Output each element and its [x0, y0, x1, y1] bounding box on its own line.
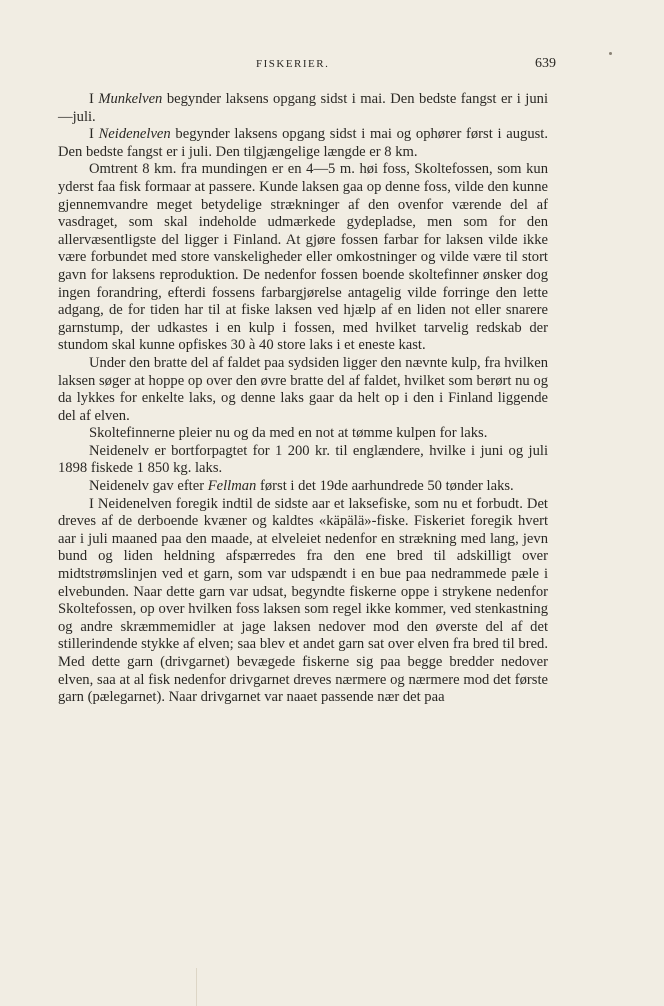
paragraph-munkelven: I Munkelven begynder laksens opgang sidst i mai. Den bedste fangst er i juni—juli.	[58, 91, 548, 125]
paragraph-kulp: Under den bratte del af faldet paa sydsiden ligger den nævnte kulp, fra hvilken laksen søger at hoppe op over den øvre bratte del af faldet, hvilket som berørt nu og da lykkes for enkelte laks, og denne laks gaar da helt op i den i Finland liggende del af elven.	[58, 354, 548, 424]
author-name-fellman: Fellman	[207, 478, 257, 495]
page-edge-mark	[196, 968, 207, 1006]
paragraph-fellman: Neidenelv gav efter Fellman først i det 19de aarhundrede 50 tønder laks.	[89, 478, 514, 495]
paragraph-skoltefossen: Omtrent 8 km. fra mundingen er en 4—5 m. høi foss, Skoltefossen, som kun yderst faa fisk formaar at passere. Kunde laksen gaa op denne foss, vilde den kunne gjennemvandre meget betydelige strækninger af den ovenfor værende del af vasdraget, som skal indeholde udmærkede gydepladse, men som for den allervæsentligste del ligger i Finland. At gjøre fossen farbar for laksen vilde ikke være forbundet med store vanskeligheder eller omkostninger og vilde være til stort gavn for laksens reproduktion. De nedenfor fossen boende skoltefinner ønsker dog ingen forandring, efterdi fossens farbargjørelse antagelig vilde forringe den lette adgang, de for tiden har til at fiske laksen ved hjælp af en liden not eller snarere garnstump, der udkastes i en kulp i fossen, med hvilket tarvelig redskab der stundom skal kunne opfiskes 30 à 40 store laks i et eneste kast.	[58, 161, 548, 354]
river-name-neidenelven: Neidenelven	[98, 126, 171, 143]
page-number: 639	[535, 56, 556, 71]
paragraph-neidenelven: I Neidenelven begynder laksens opgang sidst i mai og ophører først i august. Den bedste fangst er i juli. Den tilgjængelige længde er 8 km.	[58, 126, 548, 160]
page-header	[60, 56, 556, 78]
ink-speck	[609, 52, 612, 55]
paragraph-lease: Neidenelv er bortforpagtet for 1 200 kr. til englændere, hvilke i juni og juli 1898 fiskede 1 850 kg. laks.	[58, 442, 548, 477]
body-text	[58, 91, 548, 707]
running-head: FISKERIER.	[256, 58, 330, 70]
river-name-munkelven: Munkelven	[98, 91, 163, 107]
paragraph-skoltefinnerne: Skoltefinnerne pleier nu og da med en not at tømme kulpen for laks.	[89, 425, 488, 442]
paragraph-kapala-fishing: I Neidenelven foregik indtil de sidste aar et laksefiske, som nu et forbudt. Det dreves af de derboende kvæner og kaldtes «käpälä»-fiske. Fiskeriet foregik hvert aar i juli maaned paa den maade, at elveleiet nedenfor en strækning med lang, jevn bund og liden heldning afspærredes fra den ene bred til adskilligt over midtstrømslinjen ved et garn, som var udspændt i en bue paa nedrammede pæle i elvebunden. Naar dette garn var udsat, begyndte fiskerne oppe i strykene nedenfor Skoltefossen, op over hvilken foss laksen som regel ikke kommer, ved stenkastning og andre skræmmemidler at jage laksen nedover mod den øverste del af det stillerindende stykke af elven; saa blev et andet garn sat over elven fra bred til bred. Med dette garn (drivgarnet) bevægede fiskerne sig paa begge bredder nedover elven, saa at al fisk nedenfor drivgarnet dreves nærmere og nærmere mod det første garn (pælegarnet). Naar drivgarnet var naaet passende nær det paa	[58, 495, 548, 706]
